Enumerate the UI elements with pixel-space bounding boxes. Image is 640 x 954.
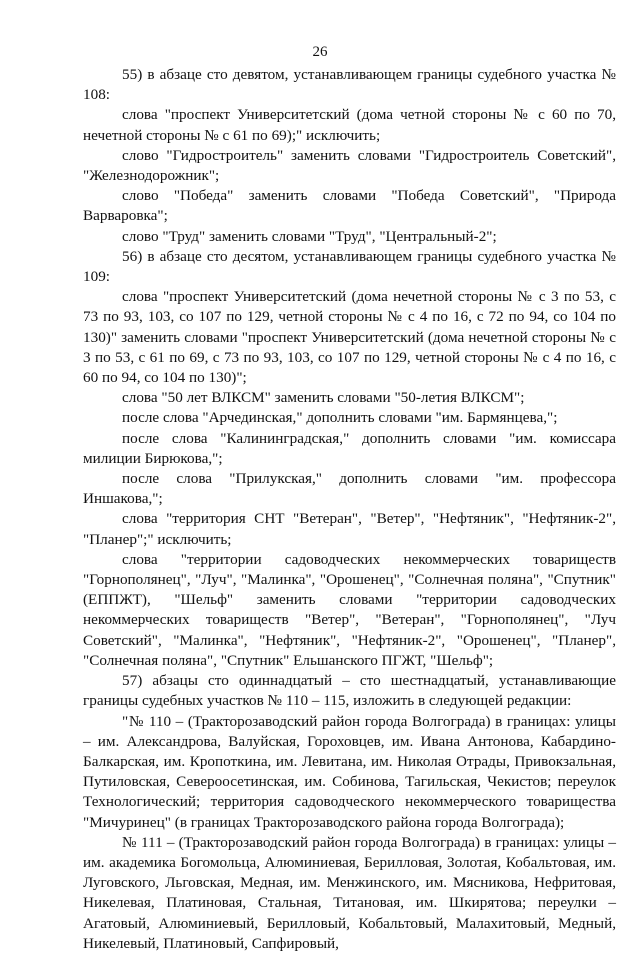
paragraph-remove-university-prospect: слова "проспект Университетский (дома четной стороны № с 60 по 70, нечетной стороны № с 61 по 69);" исключить; <box>83 106 616 144</box>
paragraph-district-110: "№ 110 – (Тракторозаводский район города Волгограда) в границах: улицы – им. Александрова, Валуйская, Гороховцев, им. Ивана Антонова, Кабардино-Балкарская, им. Кропоткина, им. Левитана, им. Николая Отрады, Привокзальная, Путиловская, Североосетинская, им. Собинова, Тагильская, Чекистов; переулок Технологический; территория садоводческого некоммерческого товарищества "Мичуринец" (в границах Тракторозаводского района города Волгограда); <box>83 712 616 831</box>
paragraph-add-barmyantseva: после слова "Арчединская," дополнить словами "им. Бармянцева,"; <box>122 409 558 427</box>
document-body <box>83 65 616 954</box>
paragraph-replace-snt-territories: слова "территории садоводческих некоммерческих товариществ "Горнополянец", "Луч", "Малинка", "Орошенец", "Солнечная поляна", "Спутник" (ЕППЖТ), "Шельф" заменить словами "территории садоводческих некоммерческих товариществ "Ветер", "Ветеран", "Горнополянец", "Луч Советский", "Малинка", "Нефтяник", "Нефтяник-2", "Орошенец", "Планер", "Солнечная поляна", "Спутник" Ельшанского ПГЖТ, "Шельф"; <box>83 550 616 669</box>
paragraph-replace-gidrostroitel: слово "Гидростроитель" заменить словами "Гидростроитель Советский", "Железнодорожник"; <box>83 146 616 185</box>
paragraph-add-biryukova: после слова "Калининградская," дополнить словами "им. комиссара милиции Бирюкова,"; <box>83 429 616 467</box>
paragraph-item-55: 55) в абзаце сто девятом, устанавливающем границы судебного участка № 108: <box>83 66 616 104</box>
paragraph-replace-vlksm: слова "50 лет ВЛКСМ" заменить словами "50-летия ВЛКСМ"; <box>122 389 525 407</box>
paragraph-item-56: 56) в абзаце сто десятом, устанавливающем границы судебного участка № 109: <box>83 247 616 286</box>
paragraph-district-111: № 111 – (Тракторозаводский район города Волгограда) в границах: улицы – им. академика Богомольца, Алюминиевая, Берилловая, Золотая, Кобальтовая, им. Луговского, Льговская, Медная, им. Менжинского, им. Мясникова, Нефритовая, Никелевая, Платиновая, Стальная, Титановая, им. Шкирятова; переулки – Агатовый, Алюминиевый, Берилловый, Кобальтовый, Малахитовый, Медный, Никелевый, Платиновый, Сапфировый, <box>83 833 616 952</box>
paragraph-replace-pobeda: слово "Победа" заменить словами "Победа Советский", "Природа Варваровка"; <box>83 187 616 225</box>
paragraph-replace-university-prospect: слова "проспект Университетский (дома нечетной стороны № с 3 по 53, с 73 по 93, 103, со 107 по 129, четной стороны № с 4 по 16, с 72 по 94, со 104 по 130)" заменить словами "проспект Университетский (дома нечетной стороны № с 3 по 53, с 61 по 69, с 73 по 93, 103, со 107 по 129, четной стороны № с 4 по 16, с 60 по 94, со 104 по 130)"; <box>83 288 616 387</box>
paragraph-item-57: 57) абзацы сто одиннадцатый – сто шестнадцатый, устанавливающие границы судебных участков № 110 – 115, изложить в следующей редакции: <box>83 672 616 710</box>
paragraph-replace-trud: слово "Труд" заменить словами "Труд", "Центральный-2"; <box>122 227 497 245</box>
paragraph-remove-snt-territory: слова "территория СНТ "Ветеран", "Ветер", "Нефтяник", "Нефтяник-2", "Планер";" исключить; <box>83 510 616 548</box>
page-number: 26 <box>312 44 328 60</box>
paragraph-add-inshakova: после слова "Прилукская," дополнить словами "им. профессора Иншакова,"; <box>83 470 616 508</box>
